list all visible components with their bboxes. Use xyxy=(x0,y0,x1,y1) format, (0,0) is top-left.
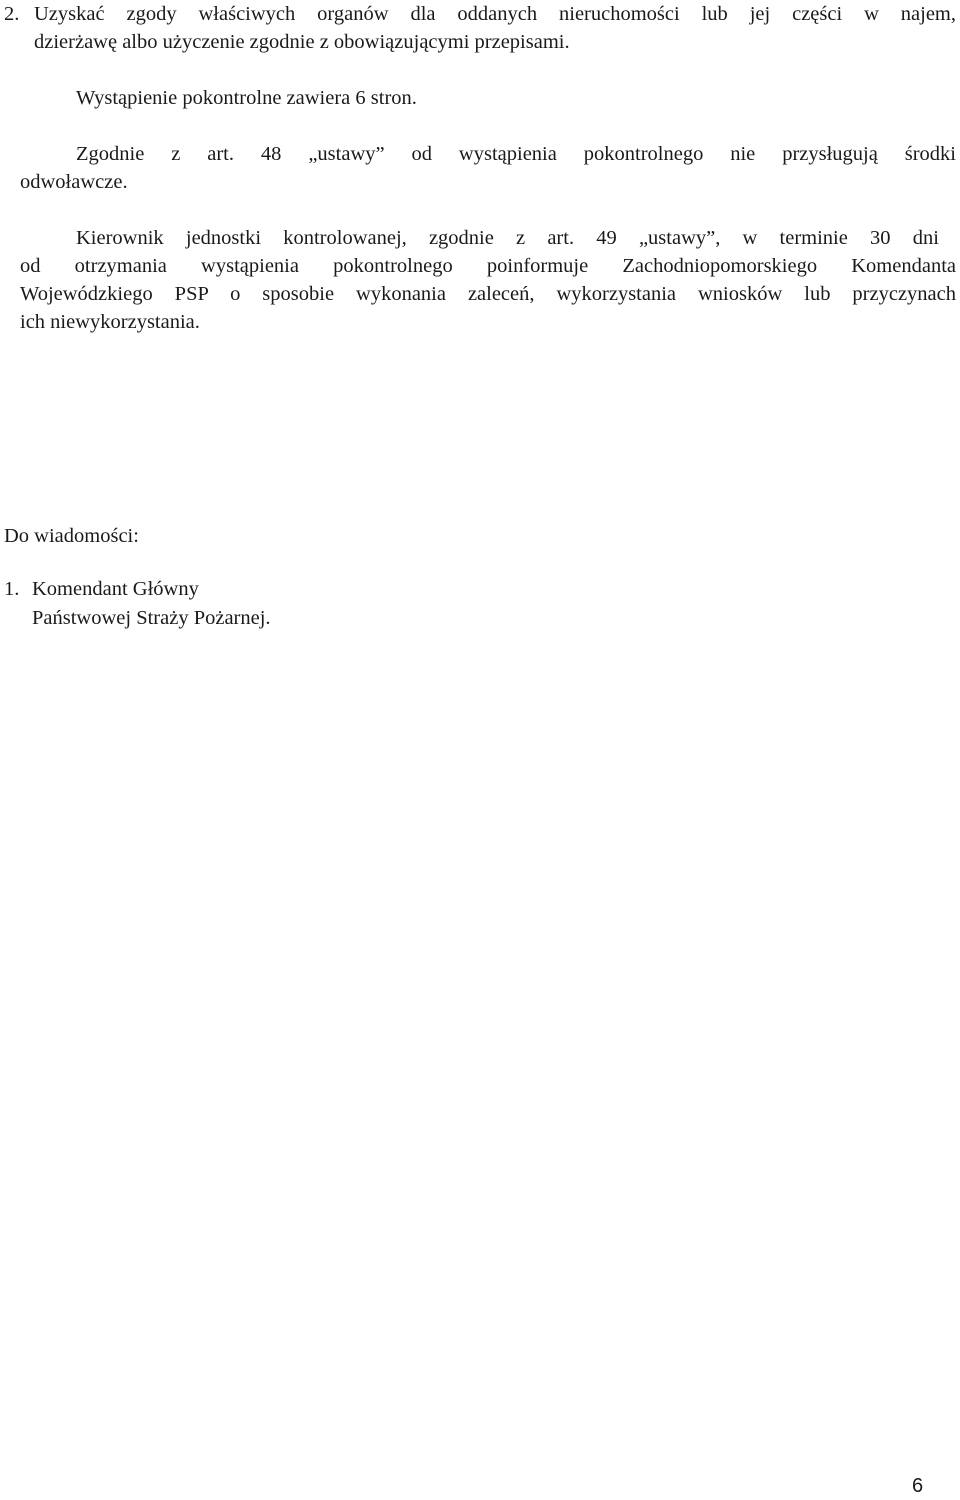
list-item-text-line: dzierżawę albo użyczenie zgodnie z obowiązującymi przepisami. xyxy=(34,31,570,53)
distribution-item-line: Państwowej Straży Pożarnej. xyxy=(32,607,271,629)
list-item-number: 2. xyxy=(4,3,20,25)
paragraph-line: od otrzymania wystąpienia pokontrolnego poinformuje Zachodniopomorskiego Komendanta xyxy=(20,255,956,277)
page-number: 6 xyxy=(912,1475,924,1497)
distribution-heading: Do wiadomości: xyxy=(4,525,139,547)
distribution-item-number: 1. xyxy=(4,578,20,600)
paragraph-line: Kierownik jednostki kontrolowanej, zgodnie z art. 49 „ustawy”, w terminie 30 dni xyxy=(76,227,939,249)
paragraph-line: Wojewódzkiego PSP o sposobie wykonania zaleceń, wykorzystania wniosków lub przyczynach xyxy=(20,283,956,305)
pages-note: Wystąpienie pokontrolne zawiera 6 stron. xyxy=(76,87,417,109)
paragraph-line: Zgodnie z art. 48 „ustawy” od wystąpienia pokontrolnego nie przysługują środki xyxy=(76,143,956,165)
paragraph-line: odwoławcze. xyxy=(20,171,128,193)
list-item-text-line: Uzyskać zgody właściwych organów dla oddanych nieruchomości lub jej części w najem, xyxy=(34,3,956,25)
paragraph-line: ich niewykorzystania. xyxy=(20,311,200,333)
distribution-item-line: Komendant Główny xyxy=(32,578,199,600)
